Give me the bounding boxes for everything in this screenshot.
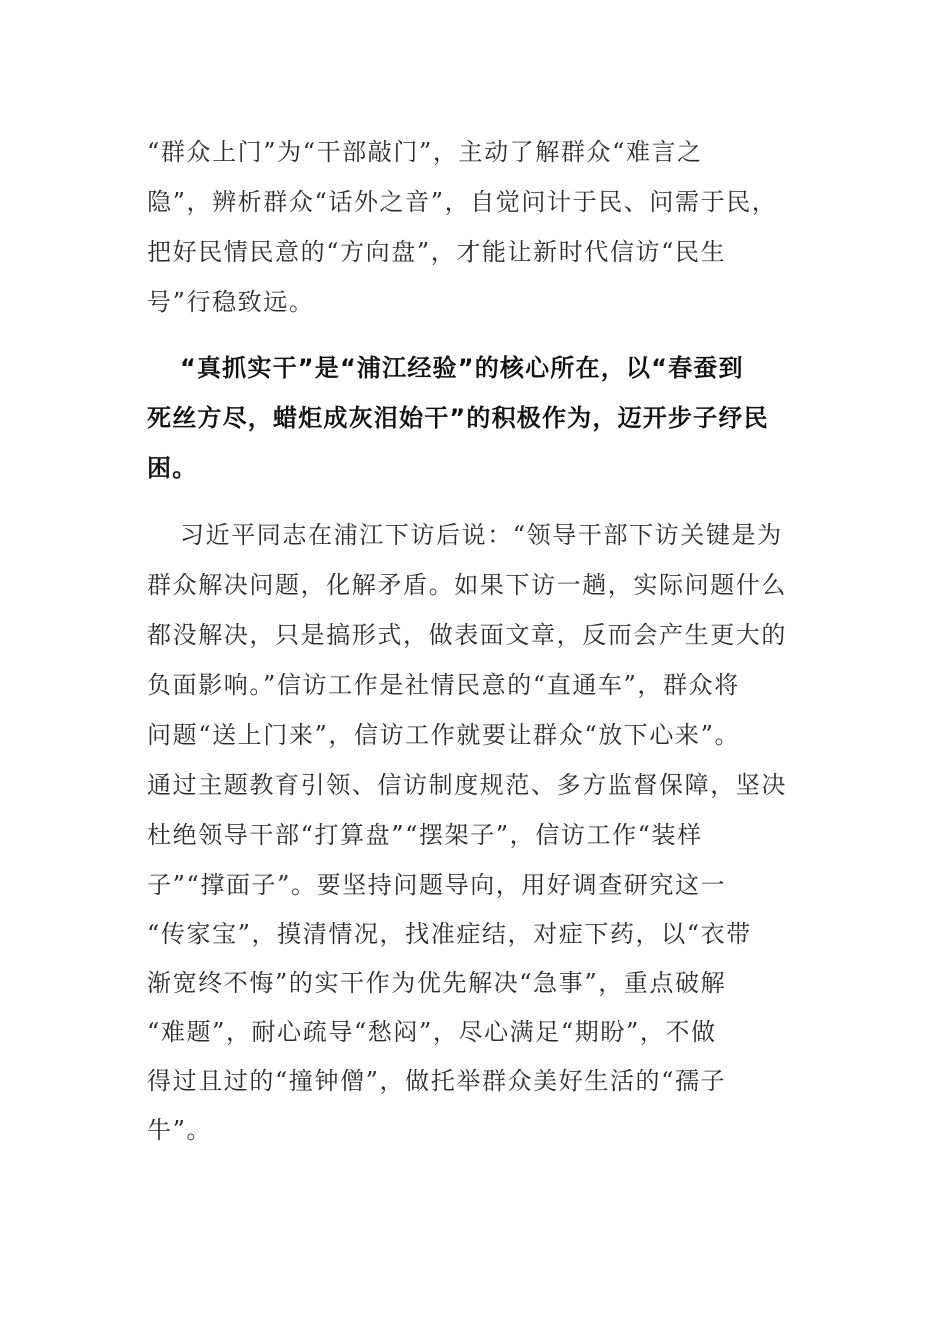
paragraph-3-line-4: 负面影响。”信访工作是社情民意的“直通车”，群众将	[147, 671, 740, 699]
paragraph-3-line-13: 牛”。	[147, 1116, 213, 1144]
paragraph-1-line-2: 隐”，辨析群众“话外之音”，自觉问计于民、问需于民，	[147, 188, 778, 216]
paragraph-1-line-4: 号”行稳致远。	[147, 288, 315, 316]
paragraph-3-line-7: 杜绝领导干部“打算盘”“摆架子”，信访工作“装样	[147, 821, 703, 849]
paragraph-1-line-3: 把好民情民意的“方向盘”，才能让新时代信访“民生	[147, 238, 727, 266]
paragraph-3-line-5: 问题“送上门来”，信访工作就要让群众“放下心来”。	[147, 721, 741, 749]
paragraph-3-line-3: 都没解决，只是搞形式，做表面文章，反而会产生更大的	[147, 621, 787, 649]
paragraph-2-line-2: 死丝方尽，蜡炬成灰泪始干”的积极作为，迈开步子纾民	[147, 404, 769, 432]
paragraph-1-line-1: “群众上门”为“干部敲门”，主动了解群众“难言之	[147, 138, 703, 166]
paragraph-3-line-8: 子”“撑面子”。要坚持问题导向，用好调查研究这一	[147, 871, 727, 899]
paragraph-3-line-11: “难题”，耐心疏导“愁闷”，尽心满足“期盼”，不做	[147, 1018, 717, 1046]
paragraph-3-line-1: 习近平同志在浦江下访后说：“领导干部下访关键是为	[180, 521, 783, 549]
paragraph-3-line-9: “传家宝”，摸清情况，找准症结，对症下药，以“衣带	[147, 920, 752, 948]
paragraph-3-line-10: 渐宽终不悔”的实干作为优先解决“急事”，重点破解	[147, 969, 727, 997]
paragraph-2-line-3: 困。	[147, 454, 198, 482]
paragraph-2-line-1: “真抓实干”是“浦江经验”的核心所在，以“春蚕到	[180, 354, 744, 382]
paragraph-3-line-6: 通过主题教育引领、信访制度规范、多方监督保障，坚决	[147, 771, 787, 799]
paragraph-3-line-2: 群众解决问题，化解矛盾。如果下访一趟，实际问题什么	[147, 571, 787, 599]
paragraph-3-line-12: 得过且过的“撞钟僧”，做托举群众美好生活的“孺子	[147, 1067, 727, 1095]
